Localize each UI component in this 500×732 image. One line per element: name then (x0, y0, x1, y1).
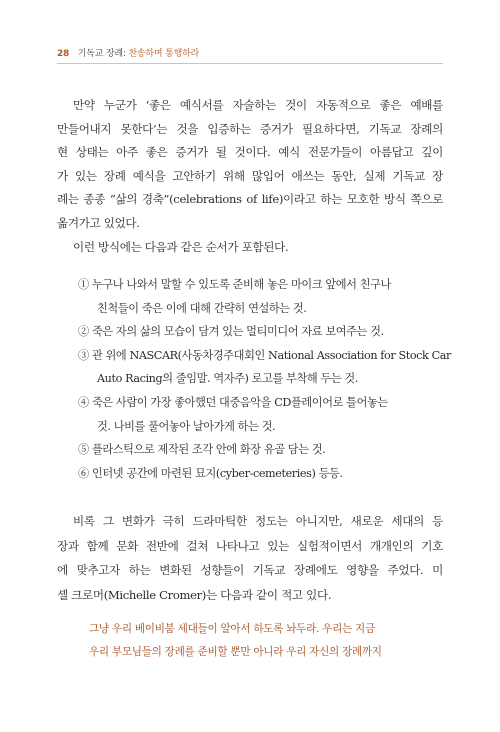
text-line: 가 있는 장례 예식을 고안하기 위해 많입어 애쓰는 동안, 실제 기독교 장 (57, 168, 443, 183)
text-line: 현 상태는 아주 좋은 증거가 될 것이다. 예식 전문가들이 아름답고 깊이 (57, 145, 443, 160)
block-quote (89, 618, 443, 664)
text-line: 만약 누군가 ‘좋은 예식서를 자술하는 것이 자동적으로 좋은 예배를 (73, 98, 443, 112)
list-item-line: Auto Racing의 줄임말. 역자주) 로고를 부착해 두는 것. (97, 372, 358, 386)
list-item-line: ② 죽은 자의 삶의 모습이 담겨 있는 멀티미디어 자료 보여주는 것. (78, 325, 384, 339)
chapter-title: 기독교 장례: (77, 49, 126, 59)
list-item-line: ⑥ 인터넷 공간에 마련된 묘지(cyber-cemeteries) 등등. (78, 466, 343, 480)
list-item (78, 273, 443, 320)
text-line: 셸 크로머(Michelle Cromer)는 다음과 같이 적고 있다. (57, 588, 332, 603)
list-item-line: ① 누구나 나와서 말할 수 있도록 준비해 놓은 마이크 앞에서 친구나 (78, 278, 391, 291)
text-line: 장과 함께 문화 전반에 걸쳐 나타나고 있는 실험적이면서 개개인의 기호 (57, 538, 443, 553)
numbered-list (78, 273, 451, 485)
text-line: 만들어내지 못한다’는 것을 입증하는 증거가 필요하다면, 기독교 장례의 (57, 121, 443, 136)
list-item-line: 것. 나비를 풀어놓아 날아가게 하는 것. (97, 419, 276, 433)
list-item-line: ③ 관 위에 NASCAR(사동차경주대회인 National Association for Stock Car (78, 348, 451, 362)
list-item (78, 462, 443, 486)
text-line: 비록 그 변화가 극히 드라마틱한 정도는 아니지만, 새로운 세대의 등 (73, 514, 443, 528)
list-item (78, 344, 451, 391)
header-divider (57, 63, 443, 64)
paragraph-2 (57, 509, 443, 608)
text-line: 이런 방식에는 다음과 같은 순서가 포함된다. (73, 239, 289, 254)
paragraph-1 (57, 94, 443, 259)
list-item-line: ⑤ 플라스틱으로 제작된 조각 안에 화장 유골 담는 것. (78, 443, 326, 457)
text-line: 에 맞추고자 하는 변화된 성향들이 기독교 장례에도 영향을 주었다. 미 (57, 563, 443, 578)
chapter-subtitle: 찬송하며 통행하라 (128, 49, 200, 59)
list-item (78, 320, 443, 344)
list-item-line: 친척들이 죽은 이에 대해 간략히 연설하는 것. (97, 301, 307, 315)
page-number: 28 (57, 49, 70, 59)
quote-line: 우리 부모님들의 장례를 준비할 뿐만 아니라 우리 자신의 장례까지 (89, 646, 382, 658)
running-header (57, 46, 199, 59)
text-line: 옮겨가고 있었다. (57, 215, 140, 230)
list-item (78, 438, 443, 462)
list-item-line: ④ 죽은 사람이 가장 좋아했던 대중음악을 CD플레이어로 틀어놓는 (78, 395, 388, 409)
quote-line: 그냥 우리 베이비붐 세대들이 알아서 하도록 놔두라. 우리는 지금 (89, 623, 375, 635)
text-line: 례는 종종 “삶의 경축”(celebrations of life)이라고 하는 모호한 방식 쪽으로 (57, 192, 443, 207)
list-item (78, 391, 443, 438)
